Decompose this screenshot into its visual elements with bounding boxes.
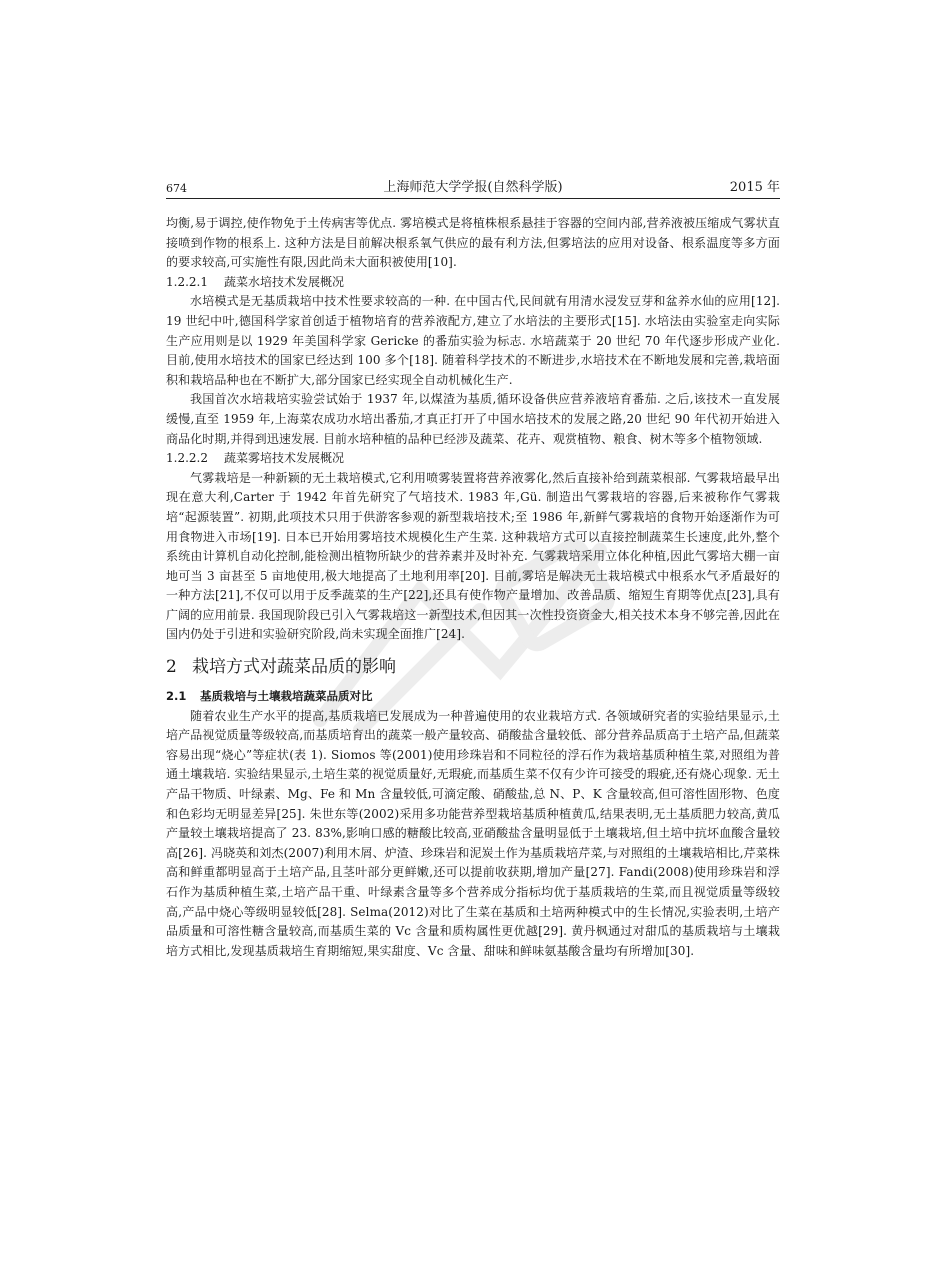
paragraph-substrate-vs-soil: 随着农业生产水平的提高,基质栽培已发展成为一种普遍使用的农业栽培方式. 各领域研究者的实验结果显示,土培产品视觉质量等级较高,而基质培育出的蔬菜一般产量较高、硝酸盐含量较低、部分营养品质高于土培产品,但蔬菜容易出现“烧心”等症状(表 1). Siomos 等(2001)使用珍珠岩和不同粒径的浮石作为栽培基质种植生菜,对照组为普通土壤栽培. 实验结果显示,土培生菜的视觉质量好,无瑕疵,而基质生菜不仅有少许可接受的瑕疵,还有烧心现象. 无土产品干物质、叶绿素、Mg、Fe 和 Mn 含量较低,可滴定酸、硝酸盐,总 N、P、K 含量较高,但可溶性固形物、色度和色彩均无明显差异[25]. 朱世东等(2002)采用多功能营养型栽培基质种植黄瓜,结果表明,无土基质肥力较高,黄瓜产量较土壤栽培提高了 23. 83%,影响口感的糖酸比较高,亚硝酸盐含量明显低于土壤栽培,但土培中抗坏血酸含量较高[26]. 冯晓英和刘杰(2007)利用木屑、炉渣、珍珠岩和泥炭土作为基质栽培芹菜,与对照组的土壤栽培相比,芹菜株高和鲜重都明显高于土培产品,且茎叶部分更鲜嫩,还可以提前收获期,增加产量[27]. Fandi(2008)使用珍珠岩和浮石作为基质种植生菜,土培产品干重、叶绿素含量等多个营养成分指标均优于基质栽培的生菜,而且视觉质量等级较高,产品中烧心等级明显较低[28]. Selma(2012)对比了生菜在基质和土培两种模式中的生长情况,实验表明,土培产品质量和可溶性糖含量较高,而基质生菜的 Vc 含量和质构属性更优越[29]. 黄丹枫通过对甜瓜的基质栽培与土壤栽培方式相比,发现基质栽培生育期缩短,果实甜度、Vc 含量、甜味和鲜味氨基酸含量均有所增加[30]. — [166, 708, 780, 958]
section-title: 栽培方式对蔬菜品质的影响 — [192, 657, 396, 678]
section-heading-2 — [166, 655, 780, 679]
article-body — [166, 214, 780, 961]
subheading-title: 蔬菜水培技术发展概况 — [224, 274, 345, 289]
section-number: 2 — [166, 657, 177, 678]
subheading-number: 1.2.2.1 — [166, 274, 208, 289]
publication-year: 2015 年 — [729, 180, 780, 195]
subsection-number: 2.1 — [166, 689, 187, 704]
running-header — [166, 176, 780, 199]
paragraph-hydroponics-2: 我国首次水培栽培实验尝试始于 1937 年,以煤渣为基质,循环设备供应营养液培育番茄. 之后,该技术一直发展缓慢,直至 1959 年,上海菜农成功水培出番茄,才真正打开了中国水培技术的发展之路,20 世纪 90 年代初开始进入商品化时期,并得到迅速发展. 目前水培种植的品种已经涉及蔬菜、花卉、观赏植物、粮食、树木等多个植物领域. — [166, 392, 780, 446]
subsection-title: 基质栽培与土壤栽培蔬菜品质对比 — [200, 689, 373, 704]
paragraph-hydroponics-1: 水培模式是无基质栽培中技术性要求较高的一种. 在中国古代,民间就有用清水浸发豆芽和盆养水仙的应用[12]. 19 世纪中叶,德国科学家首创适于植物培育的营养液配方,建立了水培法的主要形式[15]. 水培法由实验室走向实际生产应用则是以 1929 年美国科学家 Gericke 的番茄实验为标志. 水培蔬菜于 20 世纪 70 年代逐步形成产业化. 目前,使用水培技术的国家已经达到 100 多个[18]. 随着科学技术的不断进步,水培技术在不断地发展和完善,栽培面积和栽培品种也在不断扩大,部分国家已经实现全自动机械化生产. — [166, 294, 780, 387]
subheading-1221 — [166, 273, 780, 293]
subsection-heading-21 — [166, 687, 780, 707]
subheading-number: 1.2.2.2 — [166, 451, 208, 466]
journal-title: 上海师范大学学报(自然科学版) — [383, 180, 563, 195]
subheading-1222 — [166, 449, 780, 469]
paragraph-aeroponics: 气雾栽培是一种新颖的无土栽培模式,它利用喷雾装置将营养液雾化,然后直接补给到蔬菜根部. 气雾栽培最早出现在意大利,Carter 于 1942 年首先研究了气培技术. 1983 年,Gü. 制造出气雾栽培的容器,后来被称作气雾栽培“起源装置”. 初期,此项技术只用于供游客参观的新型栽培技术;至 1986 年,新鲜气雾栽培的食物开始逐渐作为可用食物进入市场[19]. 日本已开始用雾培技术规模化生产生菜. 这种栽培方式可以直接控制蔬菜生长速度,此外,整个系统由计算机自动化控制,能检测出植物所缺少的营养素并及时补充. 气雾栽培采用立体化种植,因此气雾培大棚一亩地可当 3 亩甚至 5 亩地使用,极大地提高了土地利用率[20]. 目前,雾培是解决无土栽培模式中根系水气矛盾最好的一种方法[21],不仅可以用于反季蔬菜的生产[22],还具有使作物产量增加、改善品质、缩短生育期等优点[23],具有广阔的应用前景. 我国现阶段已引入气雾栽培这一新型技术,但因其一次性投资资金大,相关技术本身不够完善,因此在国内仍处于引进和实验研究阶段,尚未实现全面推广[24]. — [166, 470, 780, 642]
page-number: 674 — [166, 182, 187, 195]
paragraph-intro: 均衡,易于调控,使作物免于土传病害等优点. 雾培模式是将植株根系悬挂于容器的空间内部,营养液被压缩成气雾状直接喷到作物的根系上. 这种方法是目前解决根系氧气供应的最有利方法,但雾培法的应用对设备、根系温度等多方面的要求较高,可实施性有限,因此尚未大面积被使用[10]. — [166, 216, 780, 270]
subheading-title: 蔬菜雾培技术发展概况 — [224, 451, 345, 466]
